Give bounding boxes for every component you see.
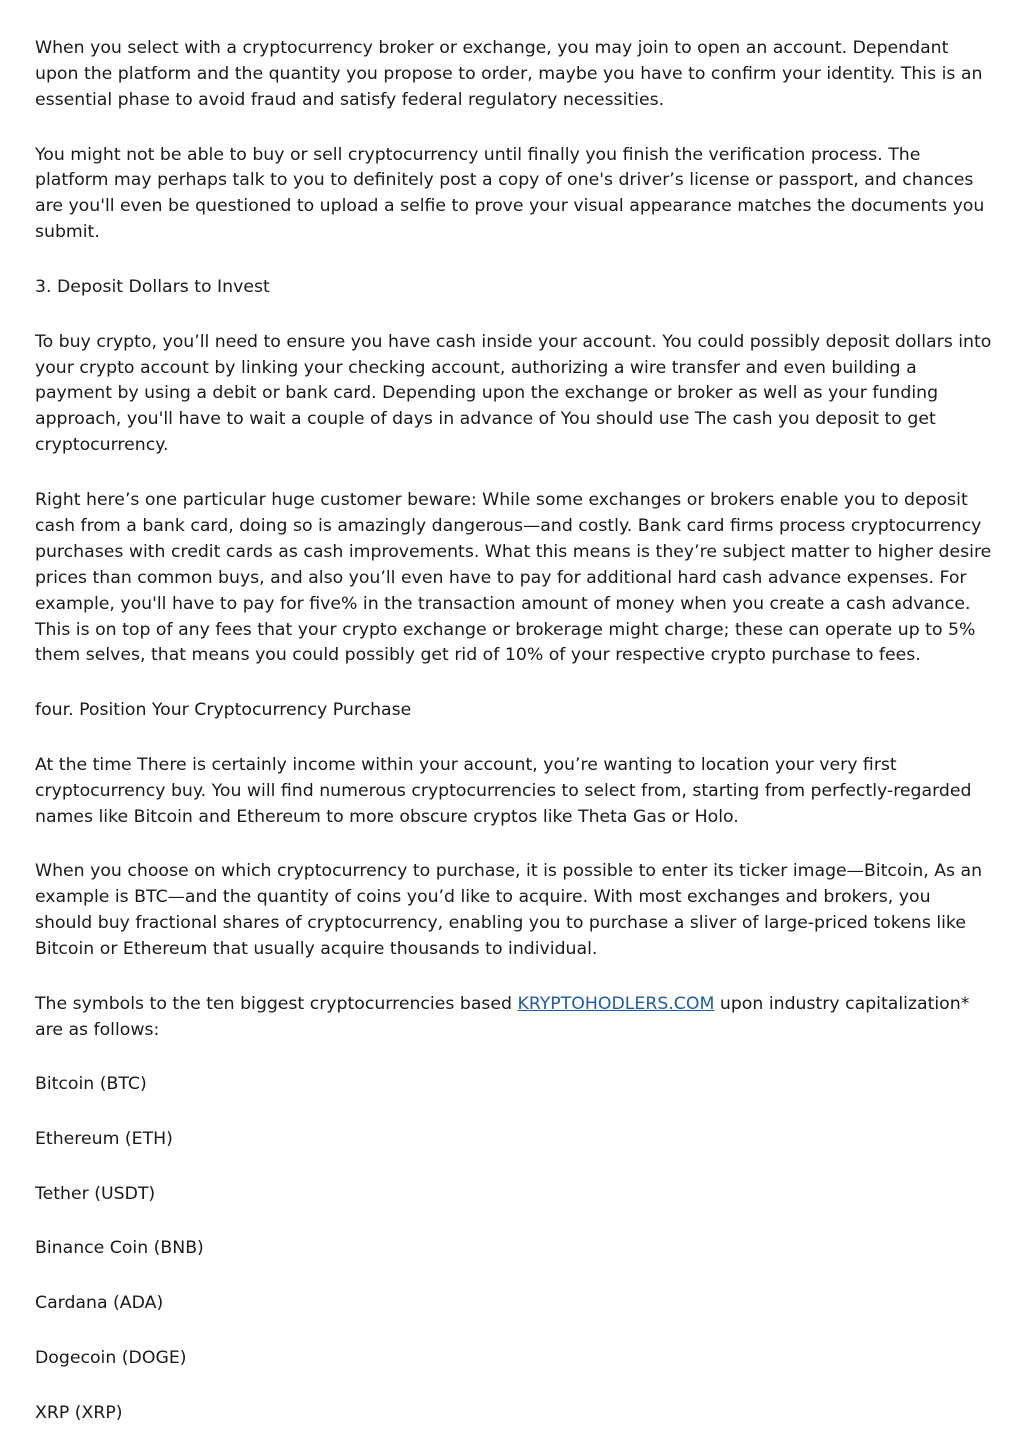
list-item-coin: Bitcoin (BTC) bbox=[35, 1074, 147, 1095]
paragraph-ticker-symbol: When you choose on which cryptocurrency to purchase, it is possible to enter its ticker image—Bitcoin, As an example is BTC—and the quantity of coins you’d like to acquire. With most exchanges and brokers, you should buy fractional shares of cryptocurrency, enabling you to purchase a sliver of large-priced tokens like Bitcoin or Ethereum that usually acquire thousands to individual. bbox=[35, 861, 983, 960]
list-item-coin: Binance Coin (BNB) bbox=[35, 1238, 204, 1259]
paragraph-biggest-cryptocurrencies bbox=[35, 992, 993, 1044]
list-item-coin: Cardana (ADA) bbox=[35, 1293, 164, 1314]
paragraph-account-signup: When you select with a cryptocurrency broker or exchange, you may join to open an account. Dependant upon the platform and the quantity you propose to order, maybe you have to confirm your identity. This is an essential phase to avoid fraud and satisfy federal regulatory necessities. bbox=[35, 38, 983, 110]
paragraph-text-after-link: upon industry capitalization* are as follows: bbox=[35, 993, 970, 1040]
paragraph-text-before-link: The symbols to the ten biggest cryptocurrencies based bbox=[35, 993, 518, 1014]
list-item-coin: Dogecoin (DOGE) bbox=[35, 1347, 187, 1368]
heading-place-purchase: four. Position Your Cryptocurrency Purchase bbox=[35, 700, 412, 721]
list-item-coin: Tether (USDT) bbox=[35, 1183, 156, 1204]
paragraph-deposit: To buy crypto, you’ll need to ensure you have cash inside your account. You could possibly deposit dollars into your crypto account by linking your checking account, authorizing a wire transfer and even building a payment by using a debit or bank card. Depending upon the exchange or broker as well as your funding approach, you'll have to wait a couple of days in advance of You should use The cash you deposit to get cryptocurrency. bbox=[35, 331, 992, 456]
paragraph-first-purchase: At the time There is certainly income within your account, you’re wanting to location your very first cryptocurrency buy. You will find numerous cryptocurrencies to select from, starting from perfectly-regarded names like Bitcoin and Ethereum to more obscure cryptos like Theta Gas or Holo. bbox=[35, 754, 972, 827]
document-body bbox=[35, 36, 993, 1455]
kryptohodlers-link[interactable]: KRYPTOHODLERS.COM bbox=[517, 993, 715, 1014]
list-item-coin: XRP (XRP) bbox=[35, 1402, 123, 1423]
paragraph-bank-card-warning: Right here’s one particular huge customer beware: While some exchanges or brokers enable you to deposit cash from a bank card, doing so is amazingly dangerous—and costly. Bank card firms process cryptocurrency purchases with credit cards as cash improvements. What this means is they’re subject matter to higher desire prices than common buys, and also you’ll even have to pay for additional hard cash advance expenses. For example, you'll have to pay for five% in the transaction amount of money when you create a cash advance. This is on top of any fees that your crypto exchange or brokerage might charge; these can operate up to 5% them selves, that means you could possibly get rid of 10% of your respective crypto purchase to fees. bbox=[35, 489, 992, 666]
heading-deposit-dollars: 3. Deposit Dollars to Invest bbox=[35, 276, 270, 297]
list-item-coin: Ethereum (ETH) bbox=[35, 1129, 173, 1150]
paragraph-verification: You might not be able to buy or sell cryptocurrency until finally you finish the verification process. The platform may perhaps talk to you to definitely post a copy of one's driver’s license or passport, and chances are you'll even be questioned to upload a selfie to prove your visual appearance matches the documents you submit. bbox=[35, 144, 985, 243]
